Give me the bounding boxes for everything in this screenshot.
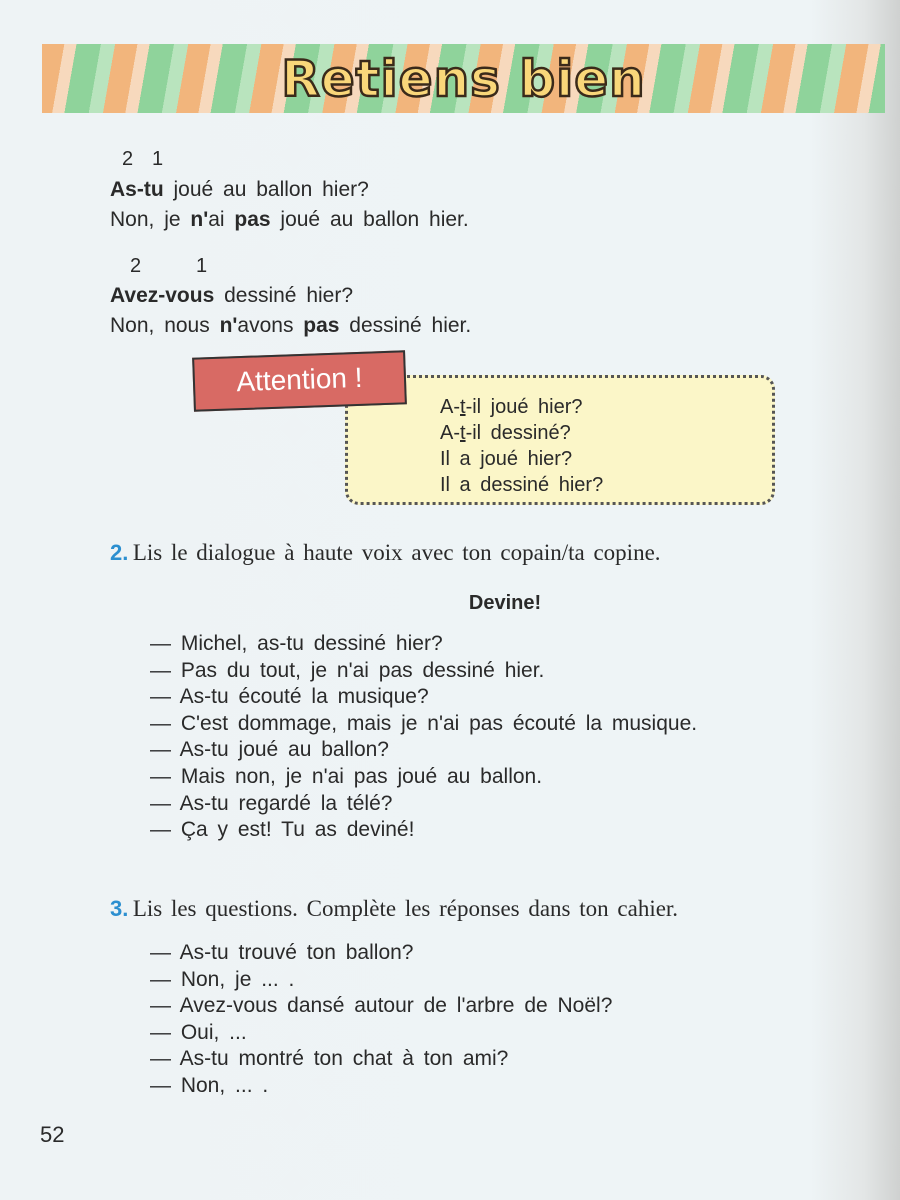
text: joué au ballon hier? xyxy=(163,178,369,201)
attention-line: Il a dessiné hier? xyxy=(440,474,604,496)
dialogue-line: — Ça y est! Tu as deviné! xyxy=(150,818,415,842)
question-line: — Avez-vous dansé autour de l'arbre de Noël? xyxy=(150,994,613,1018)
retiens-bien-banner xyxy=(42,44,885,113)
word-order-number: 2 xyxy=(122,148,134,170)
word-order-number: 1 xyxy=(152,148,164,170)
underlined-t: t xyxy=(460,422,466,444)
dialogue-line: — Michel, as-tu dessiné hier? xyxy=(150,632,443,655)
example-question xyxy=(110,178,369,202)
dialogue-title: Devine! xyxy=(468,592,542,614)
bold-negation: pas xyxy=(303,314,340,337)
exercise-2-heading xyxy=(110,540,661,566)
text: avons xyxy=(237,314,304,337)
word-order-number: 1 xyxy=(196,255,208,277)
bold-verb: Avez-vous xyxy=(110,284,215,307)
exercise-instruction: Lis le dialogue à haute voix avec ton copain/ta copine. xyxy=(132,540,661,565)
text: -il dessiné? xyxy=(465,422,571,444)
example-answer xyxy=(110,208,469,232)
attention-line xyxy=(440,396,583,419)
bold-negation: n' xyxy=(190,208,209,231)
text: Non, nous xyxy=(110,314,220,337)
exercise-number: 3. xyxy=(110,896,129,921)
text: ai xyxy=(208,208,235,231)
attention-label: Attention ! xyxy=(192,350,407,411)
question-list xyxy=(150,940,612,1100)
banner-title: Retiens bien xyxy=(281,50,646,108)
example-question xyxy=(110,284,353,308)
attention-line xyxy=(440,422,571,445)
dialogue-line: — Mais non, je n'ai pas joué au ballon. xyxy=(150,764,543,788)
text: dessiné hier. xyxy=(339,314,472,337)
bold-negation: pas xyxy=(234,208,271,231)
question-line: — Non, je ... . xyxy=(150,967,295,991)
dialogue-line: — As-tu joué au ballon? xyxy=(150,738,389,762)
page-number: 52 xyxy=(40,1122,65,1147)
exercise-instruction: Lis les questions. Complète les réponses dans ton cahier. xyxy=(132,896,679,921)
text: Non, je xyxy=(110,208,191,231)
dialogue-line: — As-tu écouté la musique? xyxy=(150,685,429,709)
dialogue-line: — As-tu regardé la télé? xyxy=(150,791,393,815)
dialogue-line: — C'est dommage, mais je n'ai pas écouté la musique. xyxy=(150,711,698,735)
text: A- xyxy=(440,422,460,444)
text: joué au ballon hier. xyxy=(270,208,469,231)
example-answer xyxy=(110,314,471,338)
question-line: — Non, ... . xyxy=(150,1073,269,1097)
exercise-number: 2. xyxy=(110,540,129,565)
word-order-number: 2 xyxy=(130,255,142,277)
underlined-t: t xyxy=(460,396,466,418)
dialogue xyxy=(150,631,697,844)
text: -il joué hier? xyxy=(465,396,583,418)
text: A- xyxy=(440,396,460,418)
dialogue-line: — Pas du tout, je n'ai pas dessiné hier. xyxy=(150,658,545,682)
exercise-3-heading xyxy=(110,896,678,922)
bold-verb: As-tu xyxy=(110,178,164,201)
bold-negation: n' xyxy=(219,314,238,337)
attention-line: Il a joué hier? xyxy=(440,448,573,470)
question-line: — Oui, ... xyxy=(150,1020,247,1044)
question-line: — As-tu montré ton chat à ton ami? xyxy=(150,1047,509,1071)
question-line: — As-tu trouvé ton ballon? xyxy=(150,941,414,964)
text: dessiné hier? xyxy=(214,284,354,307)
